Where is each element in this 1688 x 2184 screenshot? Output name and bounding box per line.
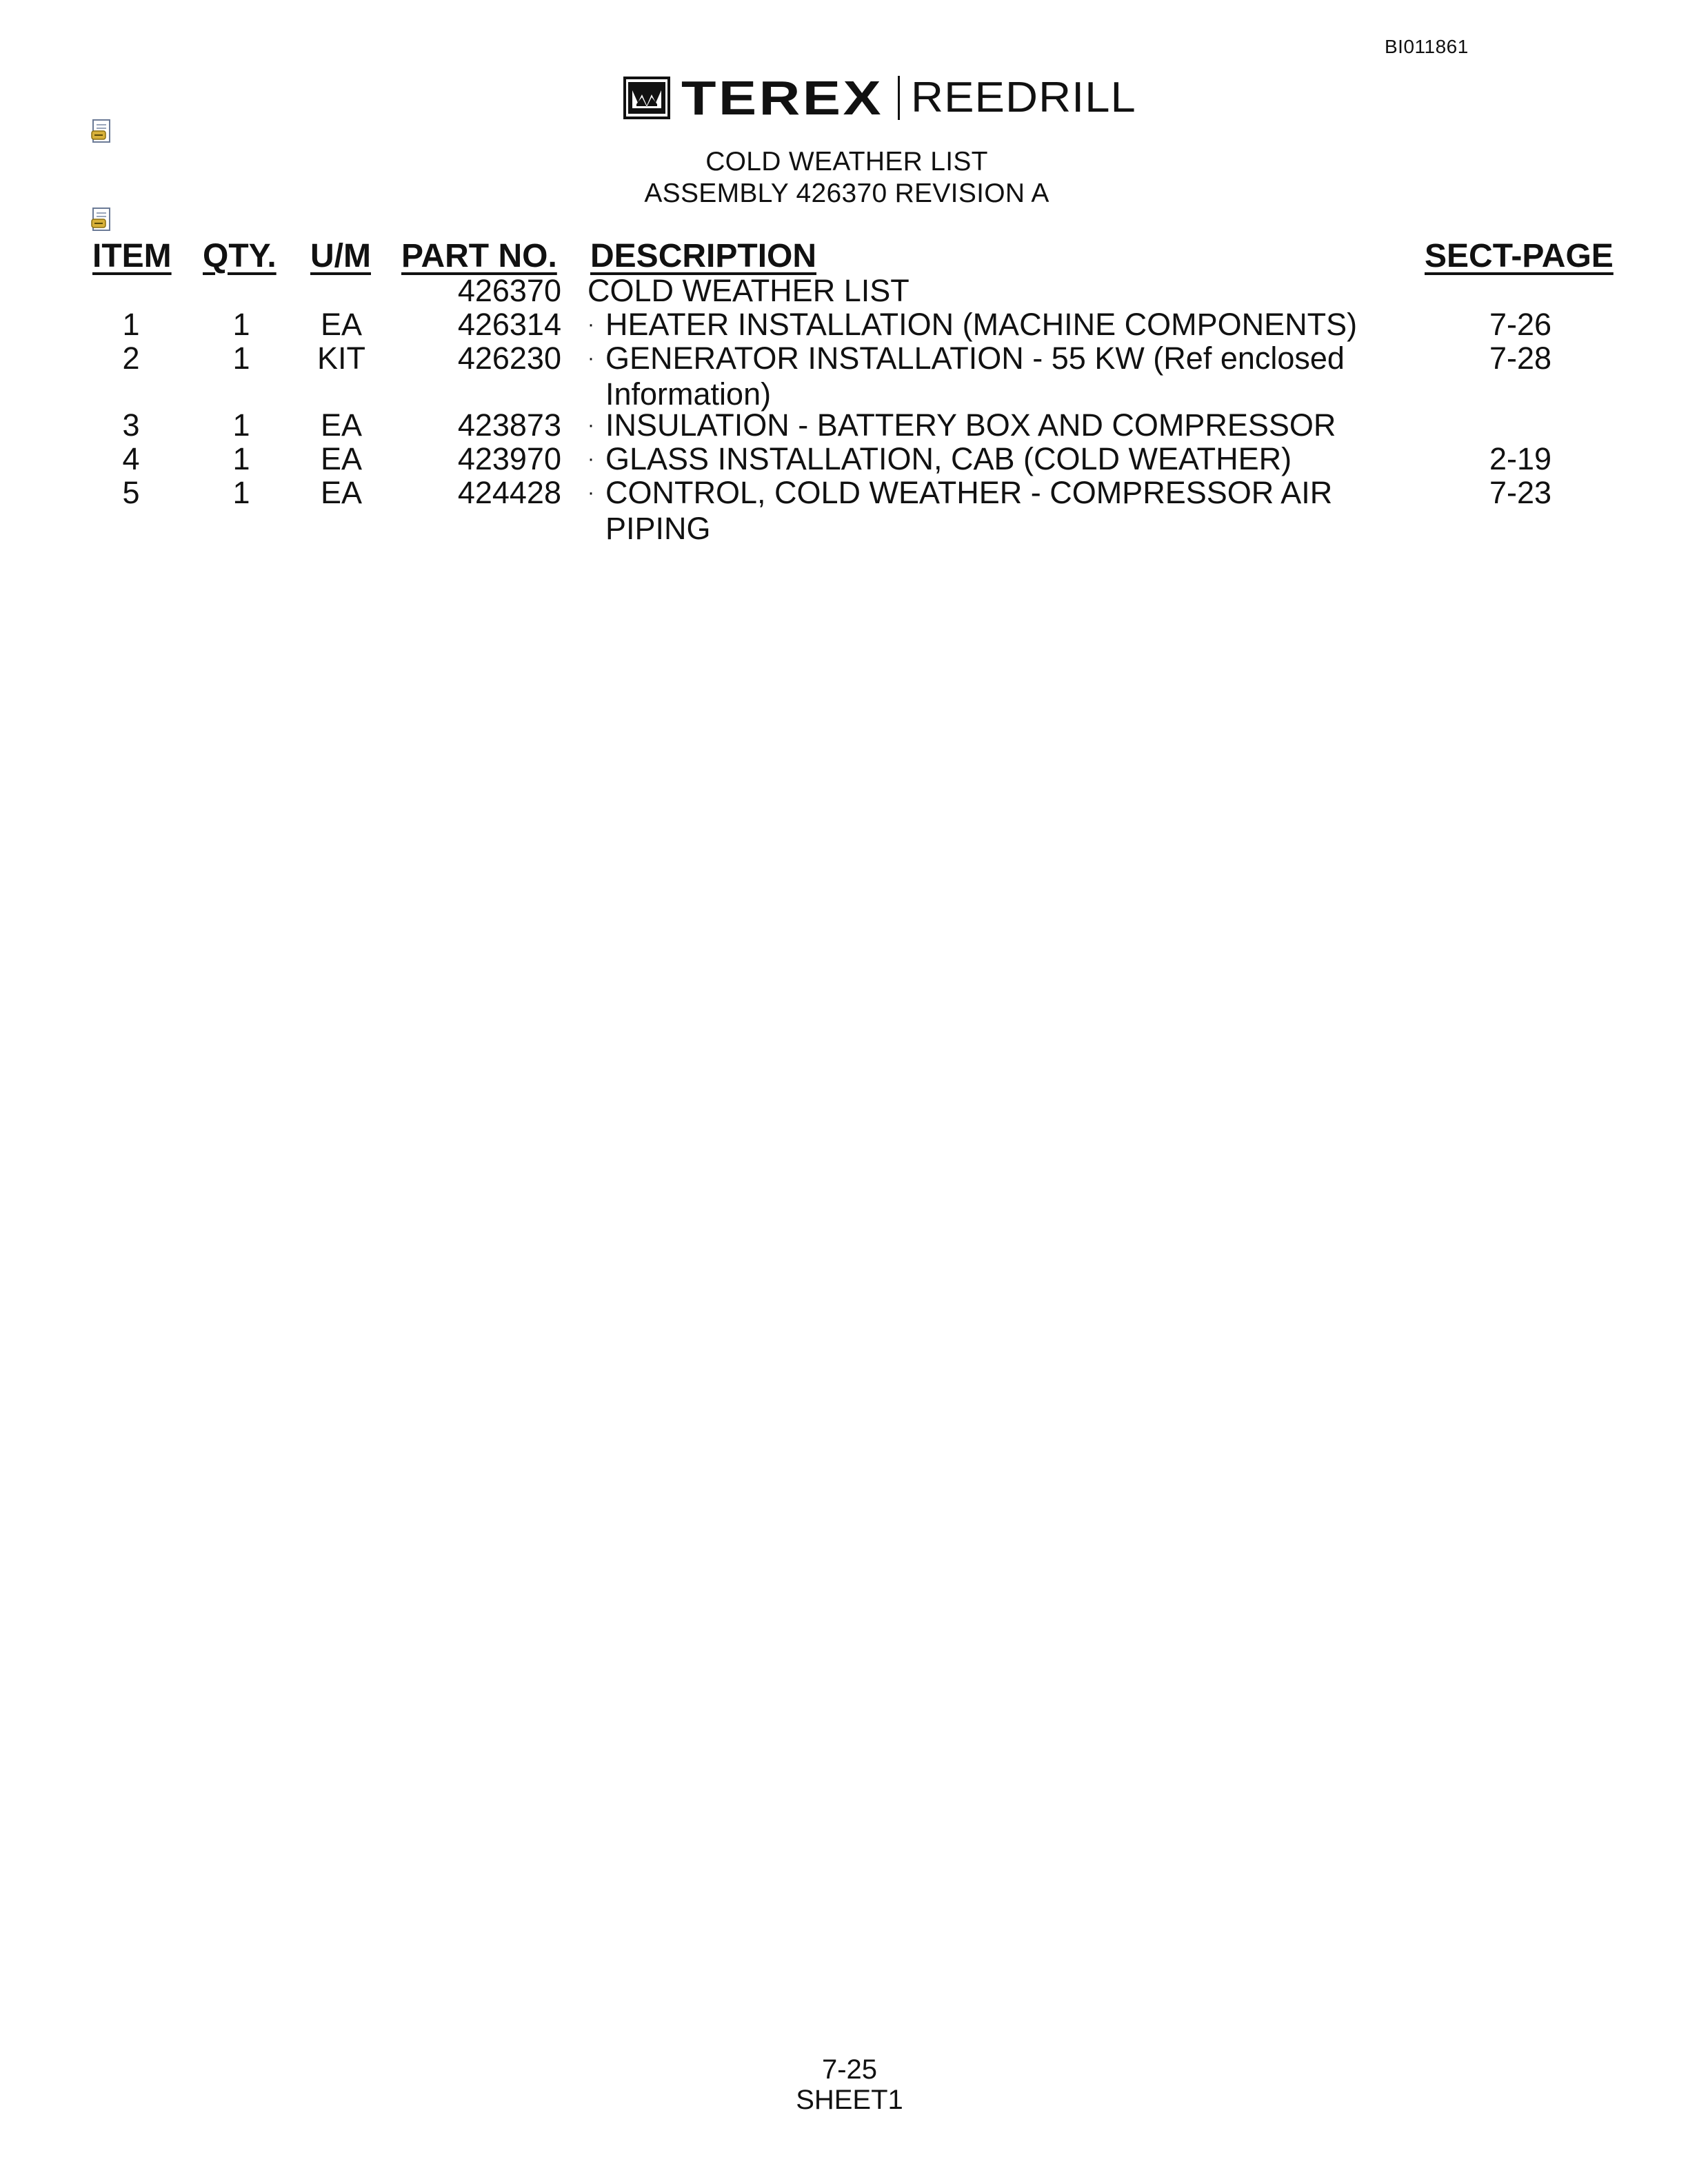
page-number: 7-25 bbox=[821, 2054, 878, 2085]
description-text: GLASS INSTALLATION, CAB (COLD WEATHER) bbox=[605, 441, 1292, 476]
terex-reedrill-logo bbox=[623, 71, 1137, 125]
unit-of-measure: EA bbox=[320, 475, 363, 510]
quantity: 1 bbox=[232, 441, 250, 476]
table-row-assembly bbox=[0, 273, 1688, 309]
terex-crown-icon bbox=[623, 77, 670, 119]
table-row bbox=[0, 475, 1688, 546]
description-text: INSULATION - BATTERY BOX AND COMPRESSOR bbox=[605, 407, 1336, 443]
part-number[interactable]: 426314 bbox=[457, 307, 561, 342]
header-description: DESCRIPTION bbox=[590, 238, 817, 274]
header-sect-page: SECT-PAGE bbox=[1425, 238, 1614, 274]
bullet-marker: · bbox=[587, 481, 594, 504]
item-number: 1 bbox=[122, 307, 140, 342]
unit-of-measure: KIT bbox=[316, 341, 365, 376]
attachment-link-icon[interactable] bbox=[91, 207, 114, 233]
sheet-label: SHEET1 bbox=[796, 2085, 903, 2115]
item-number: 2 bbox=[122, 341, 140, 376]
description-text: HEATER INSTALLATION (MACHINE COMPONENTS) bbox=[605, 307, 1358, 342]
quantity: 1 bbox=[232, 475, 250, 510]
part-number: 426370 bbox=[457, 273, 561, 308]
description: COLD WEATHER LIST bbox=[587, 273, 910, 308]
part-number[interactable]: 426230 bbox=[457, 341, 561, 376]
item-number: 3 bbox=[122, 407, 140, 443]
unit-of-measure: EA bbox=[320, 407, 363, 443]
description-text: CONTROL, COLD WEATHER - COMPRESSOR AIR bbox=[605, 475, 1333, 510]
table-row bbox=[0, 307, 1688, 343]
unit-of-measure: EA bbox=[320, 307, 363, 342]
bullet-marker: · bbox=[587, 447, 594, 470]
description bbox=[587, 341, 1380, 376]
sect-page: 7-26 bbox=[1489, 307, 1552, 342]
part-number[interactable]: 423970 bbox=[457, 441, 561, 476]
description-text: GENERATOR INSTALLATION - 55 KW (Ref enclosed bbox=[605, 341, 1345, 376]
part-number[interactable]: 424428 bbox=[457, 475, 561, 510]
logo-divider bbox=[898, 76, 900, 120]
part-number[interactable]: 423873 bbox=[457, 407, 561, 443]
sect-page: 7-28 bbox=[1489, 341, 1552, 376]
bullet-marker: · bbox=[587, 347, 594, 370]
description bbox=[587, 307, 1380, 343]
header-um: U/M bbox=[310, 238, 371, 274]
header-item: ITEM bbox=[92, 238, 172, 274]
sect-page: 7-23 bbox=[1489, 475, 1552, 510]
table-row bbox=[0, 441, 1688, 477]
document-id: BI011861 bbox=[1385, 36, 1469, 57]
logo-product-text: REEDRILL bbox=[911, 74, 1137, 121]
table-row bbox=[0, 341, 1688, 412]
description bbox=[587, 441, 1380, 477]
bullet-marker: · bbox=[587, 414, 594, 436]
quantity: 1 bbox=[232, 307, 250, 342]
attachment-link-icon[interactable] bbox=[91, 119, 114, 145]
description-continuation: PIPING bbox=[605, 511, 711, 546]
title-line-1: COLD WEATHER LIST bbox=[705, 147, 988, 176]
item-number: 5 bbox=[122, 475, 140, 510]
header-part-no: PART NO. bbox=[401, 238, 557, 274]
quantity: 1 bbox=[232, 341, 250, 376]
description-continuation: Information) bbox=[605, 376, 772, 412]
header-qty: QTY. bbox=[203, 238, 277, 274]
table-row bbox=[0, 407, 1688, 443]
description bbox=[587, 475, 1380, 511]
bullet-marker: · bbox=[587, 313, 594, 336]
title-line-2: ASSEMBLY 426370 REVISION A bbox=[644, 179, 1049, 208]
sect-page: 2-19 bbox=[1489, 441, 1552, 476]
quantity: 1 bbox=[232, 407, 250, 443]
logo-brand-text: TEREX bbox=[681, 71, 884, 125]
unit-of-measure: EA bbox=[320, 441, 363, 476]
description bbox=[587, 407, 1380, 443]
item-number: 4 bbox=[122, 441, 140, 476]
document-title bbox=[0, 146, 1688, 210]
page-footer bbox=[0, 2054, 1688, 2115]
